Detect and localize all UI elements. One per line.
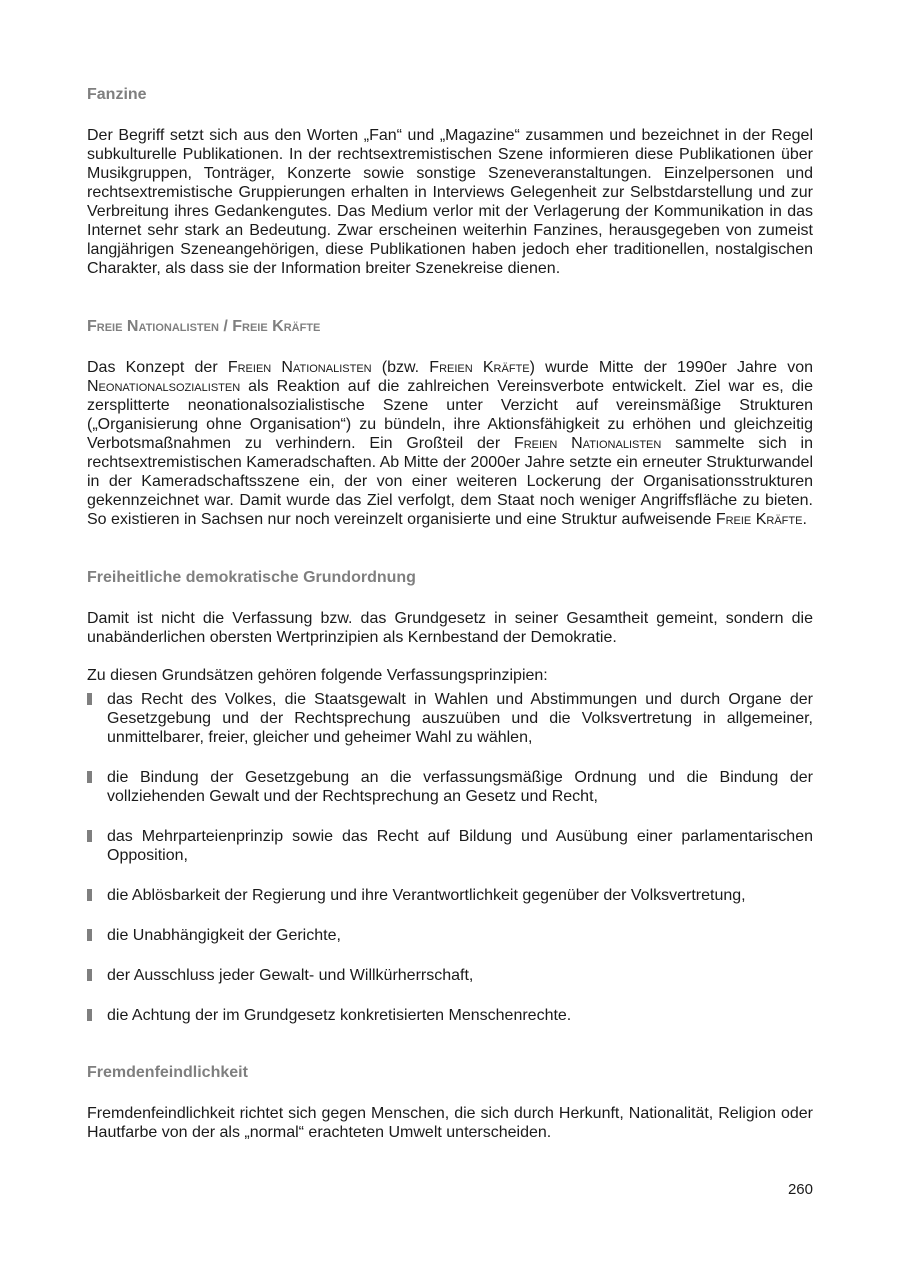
list-item-text: das Mehrparteienprinzip sowie das Recht auf Bildung und Ausübung einer parlamentarischen Opposition, — [107, 828, 813, 864]
heading-freie-nationalisten: Freie Nationalisten / Freie Kräfte — [87, 318, 321, 335]
list-item-text: die Bindung der Gesetzgebung an die verfassungsmäßige Ordnung und die Bindung der vollziehenden Gewalt und der Rechtsprechung an Gesetz und Recht, — [107, 769, 813, 805]
list-intro: Zu diesen Grundsätzen gehören folgende Verfassungsprinzipien: — [87, 667, 548, 684]
list-item — [87, 690, 813, 747]
heading-fanzine: Fanzine — [87, 86, 147, 103]
bullet-icon — [87, 969, 92, 981]
text-run: (bzw. — [371, 359, 430, 376]
list-item-text: das Recht des Volkes, die Staatsgewalt in Wahlen und Abstimmungen und durch Organe der Gesetzgebung und der Rechtsprechung auszuüben und die Volksvertretung in allgemeiner, unmittelbarer, freier, gleicher und geheimer Wahl zu wählen, — [107, 691, 813, 746]
bullet-icon — [87, 889, 92, 901]
term-freie-kraefte: Freien Kräfte — [429, 359, 530, 376]
list-item — [87, 768, 813, 806]
list-item — [87, 926, 813, 945]
list-item — [87, 1006, 813, 1025]
list-item-text: die Unabhängigkeit der Gerichte, — [107, 927, 341, 944]
list-item-text: die Achtung der im Grundgesetz konkretisierten Menschenrechte. — [107, 1007, 572, 1024]
document-page — [87, 84, 813, 1142]
list-item-text: die Ablösbarkeit der Regierung und ihre Verantwortlichkeit gegenüber der Volksvertretung, — [107, 887, 746, 904]
list-item — [87, 827, 813, 865]
principles-list — [87, 690, 813, 1025]
text-run: . — [802, 511, 807, 528]
list-item — [87, 886, 813, 905]
text-run: als Reaktion auf die zahlreichen Vereinsverbote entwickelt. Ziel war es, die zersplitterte neonationalsozialistische Szene unter Verzicht auf vereinsmäßige Strukturen („Organisierung ohne Organisation“) zu bündeln, ihre Aktionsfähigkeit zu erhöhen und gleichzeitig Verbotsmaßnahmen zu verhindern. Ein Großteil der — [87, 378, 813, 452]
term-freie-nationalisten: Freien Nationalisten — [513, 435, 662, 452]
term-freie-kraefte: Freie Kräfte — [715, 511, 803, 528]
paragraph-fanzine: Der Begriff setzt sich aus den Worten „Fan“ und „Magazine“ zusammen und bezeichnet in der Regel subkulturelle Publikationen. In der rechtsextremistischen Szene informieren diese Publikationen über Musikgruppen, Tonträger, Konzerte sowie sonstige Szeneveranstaltungen. Einzelpersonen und rechtsextremistische Gruppierungen erhalten in Interviews Gelegenheit zur Selbstdarstellung und zur Verbreitung ihres Gedankengutes. Das Medium verlor mit der Verlagerung der Kommunikation in das Internet sehr stark an Bedeutung. Zwar erscheinen weiterhin Fanzines, herausgegeben von zumeist langjährigen Szeneangehörigen, diese Publikationen haben jedoch eher traditionellen, nostalgischen Charakter, als dass sie der Information breiter Szenekreise dienen. — [87, 127, 813, 277]
bullet-icon — [87, 693, 92, 705]
text-run: Das Konzept der — [87, 359, 228, 376]
term-freie-nationalisten: Freien Nationalisten — [227, 359, 372, 376]
term-neonationalsozialisten: Neonationalsozialisten — [87, 378, 241, 395]
page-number: 260 — [787, 1181, 813, 1198]
bullet-icon — [87, 929, 92, 941]
paragraph-fdgo: Damit ist nicht die Verfassung bzw. das Grundgesetz in seiner Gesamtheit gemeint, sondern die unabänderlichen obersten Wertprinzipien als Kernbestand der Demokratie. — [87, 610, 813, 646]
text-run: sammelte sich in rechtsextremistischen Kameradschaften. Ab Mitte der 2000er Jahre setzte ein erneuter Strukturwandel in der Kameradschaftsszene ein, der von einer weiteren Lockerung der Organisationsstrukturen gekennzeichnet war. Damit wurde das Ziel verfolgt, dem Staat noch weniger Angriffsfläche zu bieten. So existieren in Sachsen nur noch vereinzelt organisierte und eine Struktur aufweisende — [87, 435, 813, 528]
list-item — [87, 966, 813, 985]
bullet-icon — [87, 771, 92, 783]
text-run: ) wurde Mitte der 1990er Jahre von — [529, 359, 813, 376]
paragraph-freie-nationalisten — [87, 358, 813, 529]
bullet-icon — [87, 1009, 92, 1021]
heading-fremdenfeindlichkeit: Fremdenfeindlichkeit — [87, 1064, 248, 1081]
bullet-icon — [87, 830, 92, 842]
paragraph-fremdenfeindlichkeit: Fremdenfeindlichkeit richtet sich gegen Menschen, die sich durch Herkunft, Nationalität, Religion oder Hautfarbe von der als „normal“ erachteten Umwelt unterscheiden. — [87, 1105, 813, 1141]
list-item-text: der Ausschluss jeder Gewalt- und Willkürherrschaft, — [107, 967, 474, 984]
heading-fdgo: Freiheitliche demokratische Grundordnung — [87, 569, 416, 586]
